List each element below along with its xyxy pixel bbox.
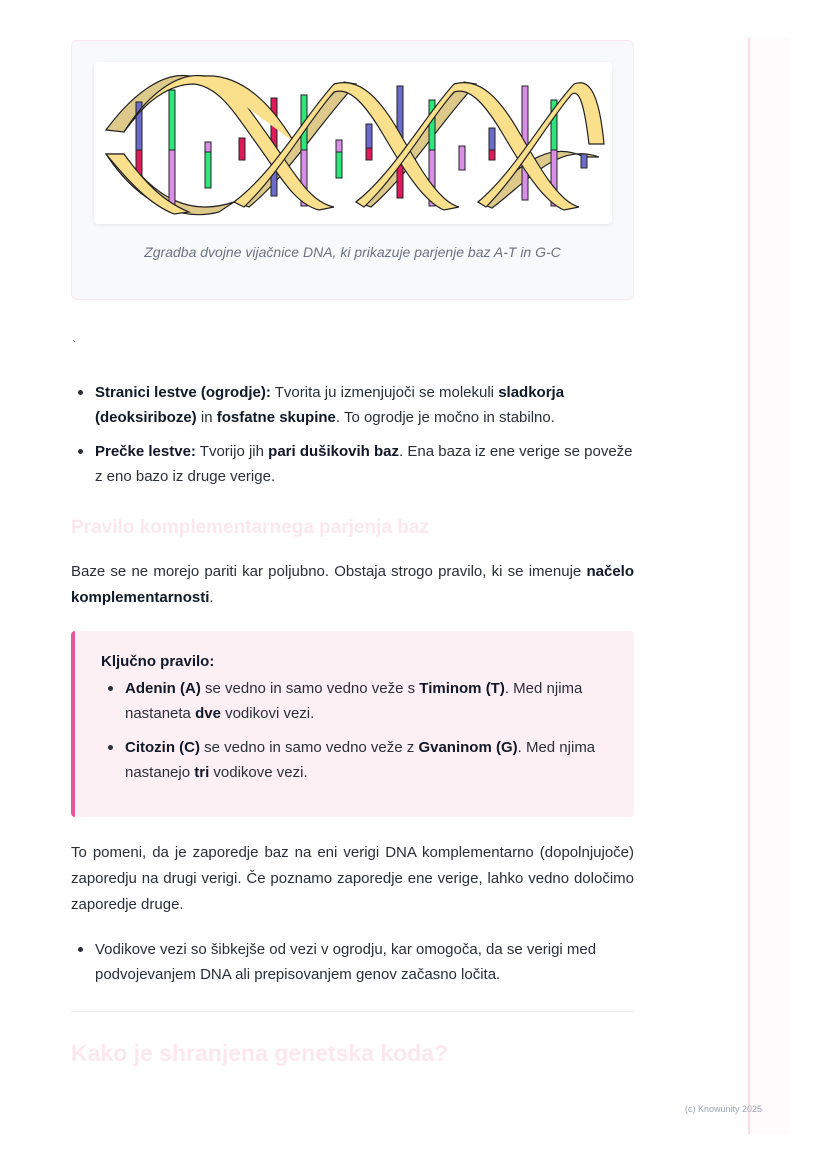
- dna-helix-illustration: [94, 62, 612, 224]
- note-list: [71, 937, 634, 996]
- list-item: Vodikove vezi so šibkejše od vezi v ogrodju, kar omogoča, da se verigi med podvojevanjem DNA ali prepisovanjem genov začasno ločita.: [71, 937, 634, 987]
- figure-caption: Zgradba dvojne vijačnice DNA, ki prikazuje parjenje baz A-T in G-C: [144, 244, 561, 260]
- stray-mark: `: [72, 338, 76, 352]
- callout-title: Ključno pravilo:: [101, 653, 215, 670]
- list-item: Citozin (C) se vedno in samo vedno veže z Gvaninom (G). Med njima nastanejo tri vodikove vezi.: [101, 735, 601, 785]
- key-rule-callout: [71, 631, 634, 817]
- section-divider: [71, 1011, 634, 1012]
- side-panel: [748, 38, 790, 1134]
- callout-list: [101, 676, 601, 794]
- complementarity-paragraph: To pomeni, da je zaporedje baz na eni verigi DNA komplementarno (dopolnjujoče) zaporedju na drugi verigi. Če poznamo zaporedje ene verige, lahko vedno določimo zaporedje druge.: [71, 844, 634, 913]
- figure-card: [71, 40, 634, 300]
- dna-image: [94, 62, 612, 224]
- next-section-heading: Kako je shranjena genetska koda?: [71, 1040, 449, 1066]
- intro-paragraph: Baze se ne morejo pariti kar poljubno. Obstaja strogo pravilo, ki se imenuje načelo komplementarnosti.: [71, 563, 634, 606]
- list-item: Adenin (A) se vedno in samo vedno veže s Timinom (T). Med njima nastaneta dve vodikovi vezi.: [101, 676, 601, 726]
- list-item: Prečke lestve: Tvorijo jih pari dušikovih baz. Ena baza iz ene verige se poveže z eno bazo iz druge verige.: [71, 439, 634, 489]
- section-heading: Pravilo komplementarnega parjenja baz: [71, 517, 429, 538]
- copyright-footer: (c) Knowunity 2025: [685, 1104, 763, 1114]
- structure-list: [71, 380, 634, 498]
- list-item: Stranici lestve (ogrodje): Tvorita ju izmenjujoči se molekuli sladkorja (deoksiriboze) in fosfatne skupine. To ogrodje je močno in stabilno.: [71, 380, 634, 430]
